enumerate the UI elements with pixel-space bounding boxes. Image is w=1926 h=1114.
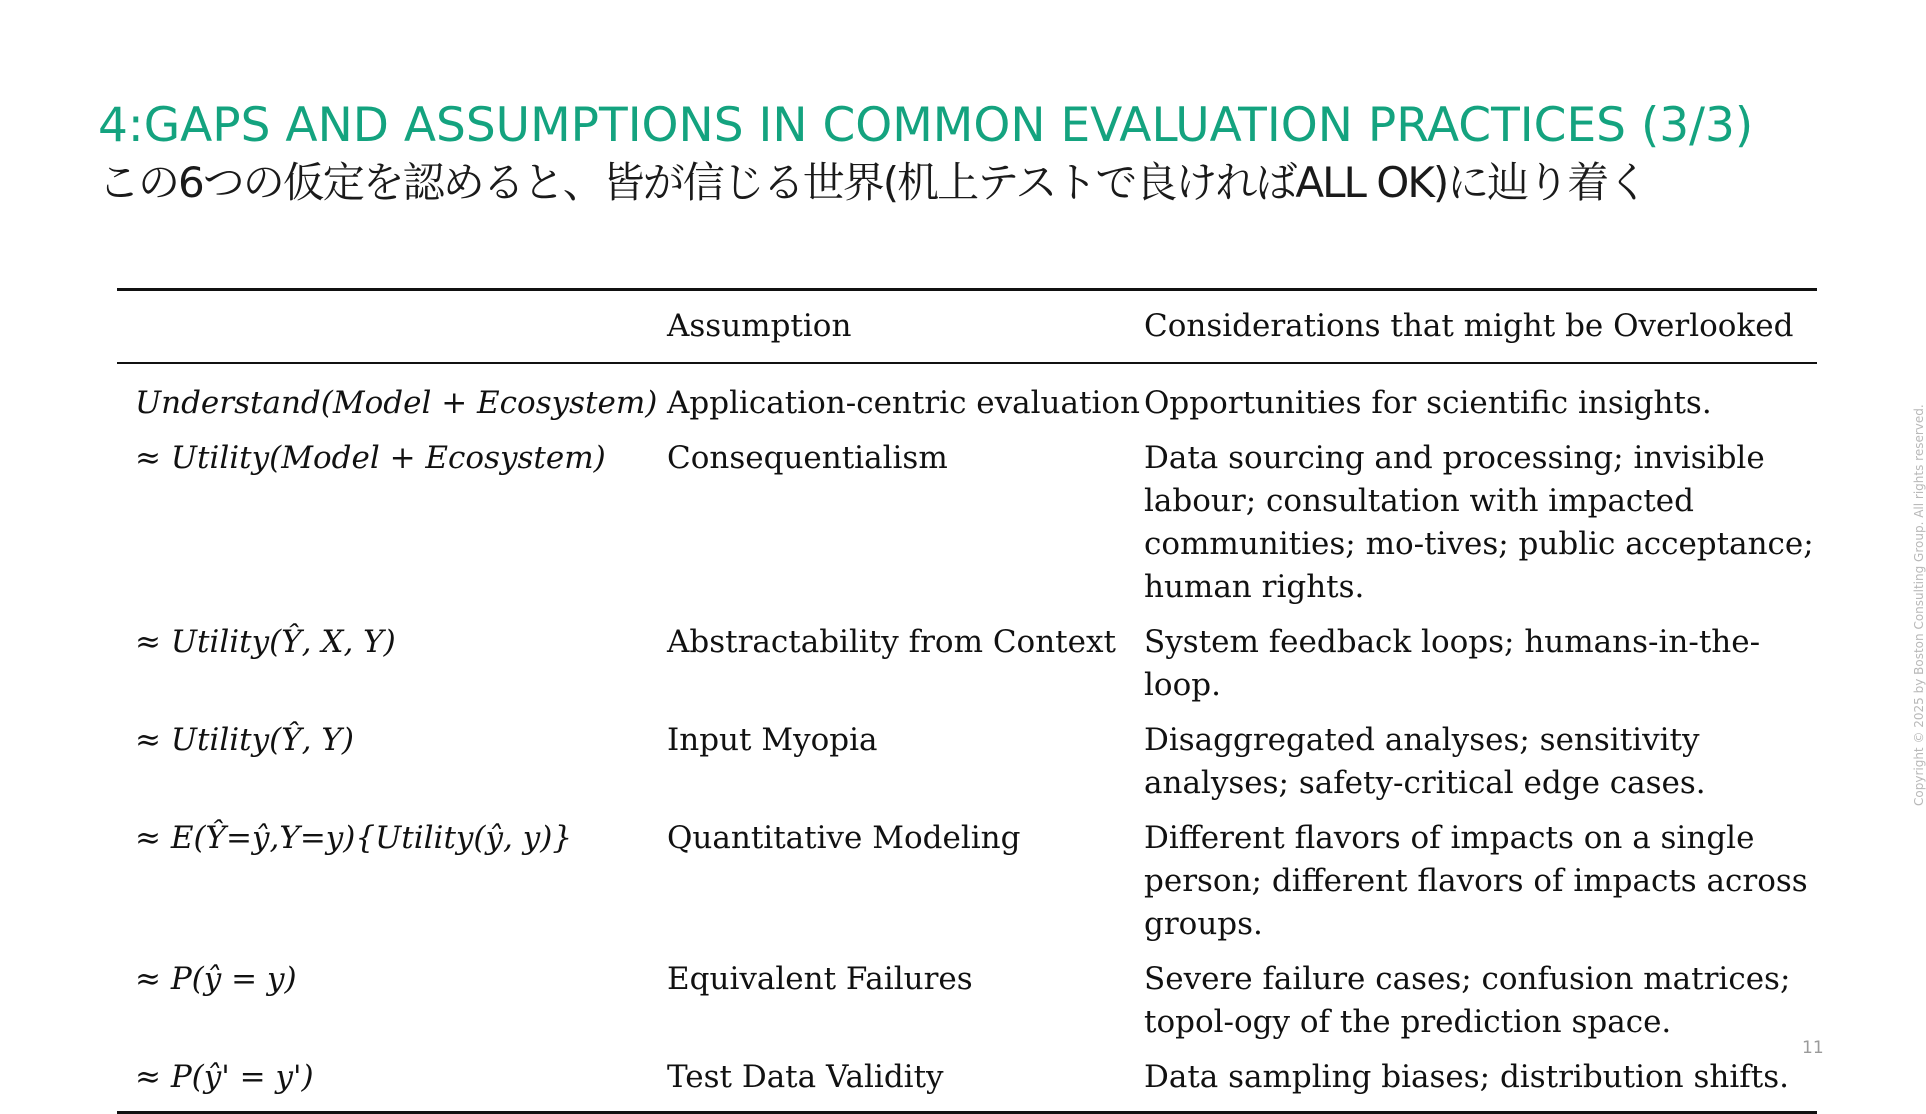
header-formula (117, 290, 667, 364)
row-considerations: Opportunities for scientific insights. (1144, 385, 1712, 421)
row-formula: Understand(Model + Ecosystem) (135, 385, 658, 421)
header-assumption: Assumption (667, 308, 852, 344)
table-row (117, 954, 1817, 1052)
table-header (117, 290, 1817, 364)
row-considerations: Data sourcing and processing; invisible labour; consultation with impacted communities; mo-tives; public acceptance; human rights. (1144, 440, 1814, 605)
row-considerations: System feedback loops; humans-in-the-loop. (1144, 624, 1761, 703)
row-assumption: Consequentialism (667, 440, 948, 476)
page-number: 11 (1802, 1038, 1824, 1058)
row-assumption: Abstractability from Context (667, 624, 1116, 660)
assumptions-table (117, 288, 1817, 1114)
row-assumption: Test Data Validity (667, 1059, 944, 1095)
row-assumption: Input Myopia (667, 722, 878, 758)
row-considerations: Severe failure cases; confusion matrices; topol-ogy of the prediction space. (1144, 961, 1791, 1040)
row-formula: ≈ Utility(Ŷ, Y) (135, 722, 354, 758)
slide-subtitle: この6つの仮定を認めると、皆が信じる世界(机上テストで良ければALL OK)に辿り着く (98, 158, 1648, 207)
row-assumption: Quantitative Modeling (667, 820, 1021, 856)
table-row (117, 363, 1817, 433)
row-formula: ≈ E(Ŷ=ŷ,Y=y){Utility(ŷ, y)} (135, 820, 573, 856)
row-formula: ≈ Utility(Ŷ, X, Y) (135, 624, 396, 660)
row-formula: ≈ P(ŷ' = y') (135, 1059, 314, 1095)
row-considerations: Different flavors of impacts on a single person; different flavors of impacts across groups. (1144, 820, 1808, 942)
table-body (117, 363, 1817, 1113)
row-considerations: Data sampling biases; distribution shifts. (1144, 1059, 1789, 1095)
header-considerations: Considerations that might be Overlooked (1144, 308, 1794, 344)
copyright-text: Copyright © 2025 by Boston Consulting Group. All rights reserved. (1912, 404, 1926, 806)
table-row (117, 433, 1817, 617)
assumptions-table-container (117, 288, 1817, 1114)
table-row (117, 617, 1817, 715)
table-header-row (117, 290, 1817, 364)
row-formula: ≈ P(ŷ = y) (135, 961, 297, 997)
table-row (117, 813, 1817, 954)
row-considerations: Disaggregated analyses; sensitivity analyses; safety-critical edge cases. (1144, 722, 1706, 801)
row-formula: ≈ Utility(Model + Ecosystem) (135, 440, 606, 476)
slide-title: 4:GAPS AND ASSUMPTIONS IN COMMON EVALUATION PRACTICES (3/3) (98, 98, 1754, 153)
table-row (117, 715, 1817, 813)
copyright-notice (1912, 388, 1926, 808)
table-row (117, 1052, 1817, 1113)
row-assumption: Equivalent Failures (667, 961, 973, 997)
row-assumption: Application-centric evaluation (667, 385, 1141, 421)
